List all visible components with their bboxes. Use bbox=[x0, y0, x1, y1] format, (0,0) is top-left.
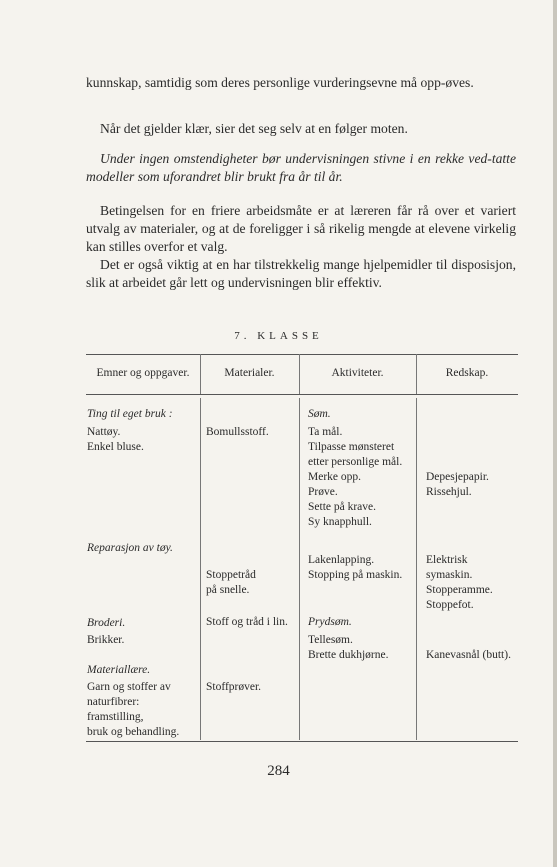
emner-enkel-bluse: Enkel bluse. bbox=[87, 441, 144, 453]
table-header-rule bbox=[86, 394, 518, 395]
page-number: 284 bbox=[267, 763, 290, 779]
redskap-elektrisk-line-2: symaskin. bbox=[426, 569, 473, 581]
materialer-bomull: Bomullsstoff. bbox=[206, 426, 269, 438]
emner-materiallaere-heading: Materiallære. bbox=[87, 664, 151, 676]
materialer-stoppetrad-line-1: Stoppetråd bbox=[206, 569, 256, 581]
redskap-rissehjul: Rissehjul. bbox=[426, 486, 472, 498]
emner-nattoy: Nattøy. bbox=[87, 426, 121, 438]
materialer-stoff-trad-lin: Stoff og tråd i lin. bbox=[206, 616, 288, 628]
materialer-stoffprover: Stoffprøver. bbox=[206, 681, 262, 693]
aktiviteter-tellesom: Tellesøm. bbox=[308, 634, 353, 646]
column-divider bbox=[299, 398, 300, 740]
paragraph-1: kunnskap, samtidig som deres personlige vurderingsevne må opp-øves. bbox=[86, 75, 474, 90]
header-emner: Emner og oppgaver. bbox=[96, 367, 190, 379]
aktiviteter-prydsom-heading: Prydsøm. bbox=[308, 616, 352, 628]
section-title: 7. KLASSE bbox=[234, 330, 323, 342]
aktiviteter-sy-knapphull: Sy knapphull. bbox=[308, 516, 372, 528]
column-divider bbox=[416, 398, 417, 740]
aktiviteter-stopping: Stopping på maskin. bbox=[308, 569, 403, 581]
redskap-stopperamme: Stopperamme. bbox=[426, 584, 493, 596]
column-divider bbox=[200, 398, 201, 740]
aktiviteter-brette: Brette dukhjørne. bbox=[308, 649, 389, 661]
emner-broderi-heading: Broderi. bbox=[87, 617, 126, 629]
emner-reparasjon-heading: Reparasjon av tøy. bbox=[87, 542, 173, 554]
emner-garn-line-4: bruk og behandling. bbox=[87, 726, 180, 738]
page-edge bbox=[553, 0, 557, 867]
aktiviteter-tilpasse-line-2: etter personlige mål. bbox=[308, 456, 403, 468]
header-redskap: Redskap. bbox=[445, 367, 489, 379]
emner-ting-heading: Ting til eget bruk : bbox=[87, 408, 173, 420]
emner-garn-line-1: Garn og stoffer av bbox=[87, 681, 171, 693]
redskap-elektrisk-line-1: Elektrisk bbox=[426, 554, 468, 566]
header-materialer: Materialer. bbox=[224, 367, 275, 379]
aktiviteter-sette-pa-krave: Sette på krave. bbox=[308, 501, 377, 513]
paragraph-2: Når det gjelder klær, sier det seg selv at en følger moten. bbox=[100, 121, 408, 136]
curriculum-table bbox=[86, 354, 518, 742]
emner-garn-line-3: framstilling, bbox=[87, 711, 144, 723]
emner-brikker: Brikker. bbox=[87, 634, 125, 646]
aktiviteter-merke-opp: Merke opp. bbox=[308, 471, 362, 483]
table-bottom-rule bbox=[86, 741, 518, 742]
paragraph-5: Det er også viktig at en har tilstrekkelig mange hjelpemidler til disposisjon, slik at arbeidet går lett og undervisningen blir effektiv. bbox=[86, 257, 516, 290]
paragraph-3-italic: Under ingen omstendigheter bør undervisningen stivne i en rekke ved-tatte modeller som uforandret blir brukt fra år til år. bbox=[86, 151, 516, 184]
redskap-kanevasnal: Kanevasnål (butt). bbox=[426, 649, 511, 661]
paragraph-4: Betingelsen for en friere arbeidsmåte er at læreren får rå over et variert utvalg av materialer, og at de foreligger i så rikelig mengde at elevene virkelig kan stilles overfor et valg. bbox=[86, 203, 516, 254]
redskap-stoppefot: Stoppefot. bbox=[426, 599, 474, 611]
aktiviteter-prove: Prøve. bbox=[308, 486, 338, 498]
aktiviteter-lakenlapping: Lakenlapping. bbox=[308, 554, 375, 566]
emner-garn-line-2: naturfibrer: bbox=[87, 696, 140, 708]
table-top-rule bbox=[86, 354, 518, 355]
aktiviteter-tilpasse-line-1: Tilpasse mønsteret bbox=[308, 441, 395, 453]
aktiviteter-som-heading: Søm. bbox=[308, 408, 331, 420]
aktiviteter-ta-mal: Ta mål. bbox=[308, 426, 343, 438]
materialer-stoppetrad-line-2: på snelle. bbox=[206, 584, 250, 596]
header-aktiviteter: Aktiviteter. bbox=[331, 367, 384, 379]
redskap-depesjepapir: Depesjepapir. bbox=[426, 471, 489, 483]
